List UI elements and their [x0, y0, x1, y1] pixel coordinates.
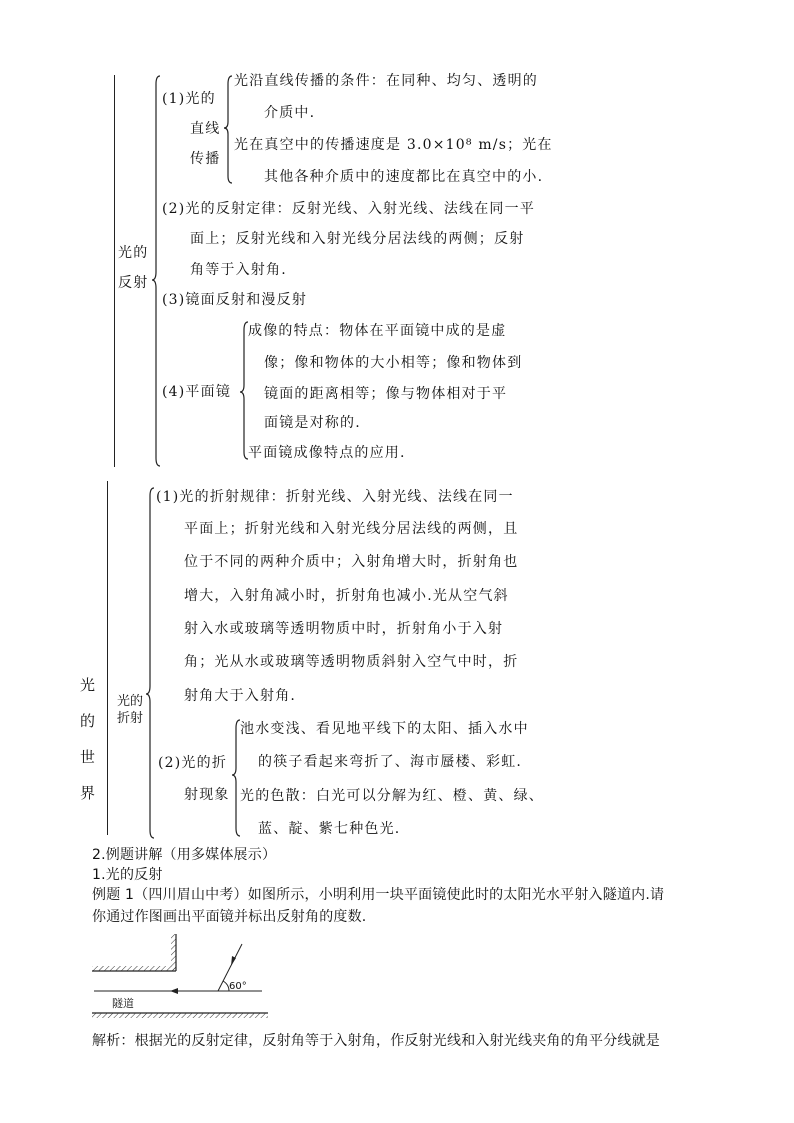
reflection-item1-label-1: (1)光的 — [162, 91, 216, 107]
world-label-3: 世 — [80, 748, 97, 766]
reflection-item1-label-2: 直线 — [190, 121, 221, 137]
reflection-item3: (3)镜面反射和漫反射 — [162, 292, 308, 308]
refraction-label-2: 折射 — [117, 711, 144, 726]
refraction-item2-label-1: (2)光的折 — [158, 755, 228, 771]
reflection-item4-line-1: 成像的特点：物体在平面镜中成的是虚 — [248, 323, 507, 339]
reflection-item1-label-3: 传播 — [190, 151, 221, 167]
reflection-item4-label: (4)平面镜 — [162, 384, 232, 400]
world-label-1: 光 — [80, 676, 97, 694]
refraction-item2-line-3: 光的色散：白光可以分解为红、橙、黄、绿、 — [240, 788, 544, 804]
reflection-item2-line-2: 面上；反射光线和入射光线分居法线的两侧；反射 — [190, 231, 525, 247]
refraction-item2-line-1: 池水变浅、看见地平线下的太阳、插入水中 — [240, 721, 529, 737]
reflection-item4-line-2: 像；像和物体的大小相等；像和物体到 — [264, 355, 523, 371]
refraction-item1-line-1: (1)光的折射规律：折射光线、入射光线、法线在同一 — [156, 489, 514, 505]
angle-label: 60° — [229, 981, 247, 992]
section-title: 2.例题讲解（用多媒体展示） — [92, 847, 277, 863]
reflection-label-1: 光的 — [118, 245, 149, 261]
analysis-line: 解析：根据光的反射定律，反射角等于入射角，作反射光线和入射光线夹角的角平分线就是 — [92, 1033, 660, 1049]
refraction-item1-line-6: 角；光从水或玻璃等透明物质斜射入空气中时，折 — [184, 654, 519, 670]
reflection-item1-line-3: 光在真空中的传播速度是 3.0×10⁸ m/s；光在 — [234, 137, 553, 153]
refraction-item1-line-3: 位于不同的两种介质中；入射角增大时，折射角也 — [184, 554, 519, 570]
reflection-item4-line-4: 面镜是对称的. — [264, 415, 361, 431]
example-line-2: 你通过作图画出平面镜并标出反射角的度数. — [92, 909, 367, 925]
refraction-item1-line-7: 射角大于入射角. — [184, 688, 297, 704]
reflection-item1-line-4: 其他各种介质中的速度都比在真空中的小. — [264, 169, 544, 185]
reflection-item4-line-3: 镜面的距离相等；像与物体相对于平 — [264, 386, 508, 402]
reflection-item1-line-1: 光沿直线传播的条件：在同种、均匀、透明的 — [234, 73, 538, 89]
reflection-label-2: 反射 — [118, 275, 149, 291]
reflection-item4-line-5: 平面镜成像特点的应用. — [248, 445, 406, 461]
world-label-4: 界 — [80, 784, 97, 802]
world-label-2: 的 — [80, 712, 97, 730]
refraction-item1-line-5: 射入水或玻璃等透明物质中时，折射角小于入射 — [184, 621, 504, 637]
refraction-item2-line-4: 蓝、靛、紫七种色光. — [258, 821, 401, 837]
sub-title: 1.光的反射 — [92, 867, 163, 883]
refraction-item2-label-2: 射现象 — [184, 787, 230, 803]
reflection-item2-line-3: 角等于入射角. — [190, 262, 287, 278]
reflection-item1-line-2: 介质中. — [264, 105, 316, 121]
refraction-item1-line-2: 平面上；折射光线和入射光线分居法线的两侧，且 — [184, 521, 519, 537]
tunnel-label: 隧道 — [112, 997, 134, 1010]
refraction-item1-line-4: 增大，入射角减小时，折射角也减小.光从空气斜 — [184, 588, 509, 604]
example-line-1: 例题 1（四川眉山中考）如图所示，小明利用一块平面镜使此时的太阳光水平射入隧道内.请 — [92, 887, 665, 903]
refraction-label-1: 光的 — [117, 694, 144, 709]
reflection-item2-line-1: (2)光的反射定律：反射光线、入射光线、法线在同一平 — [162, 201, 536, 217]
refraction-item2-line-2: 的筷子看起来弯折了、海市蜃楼、彩虹. — [258, 754, 523, 770]
